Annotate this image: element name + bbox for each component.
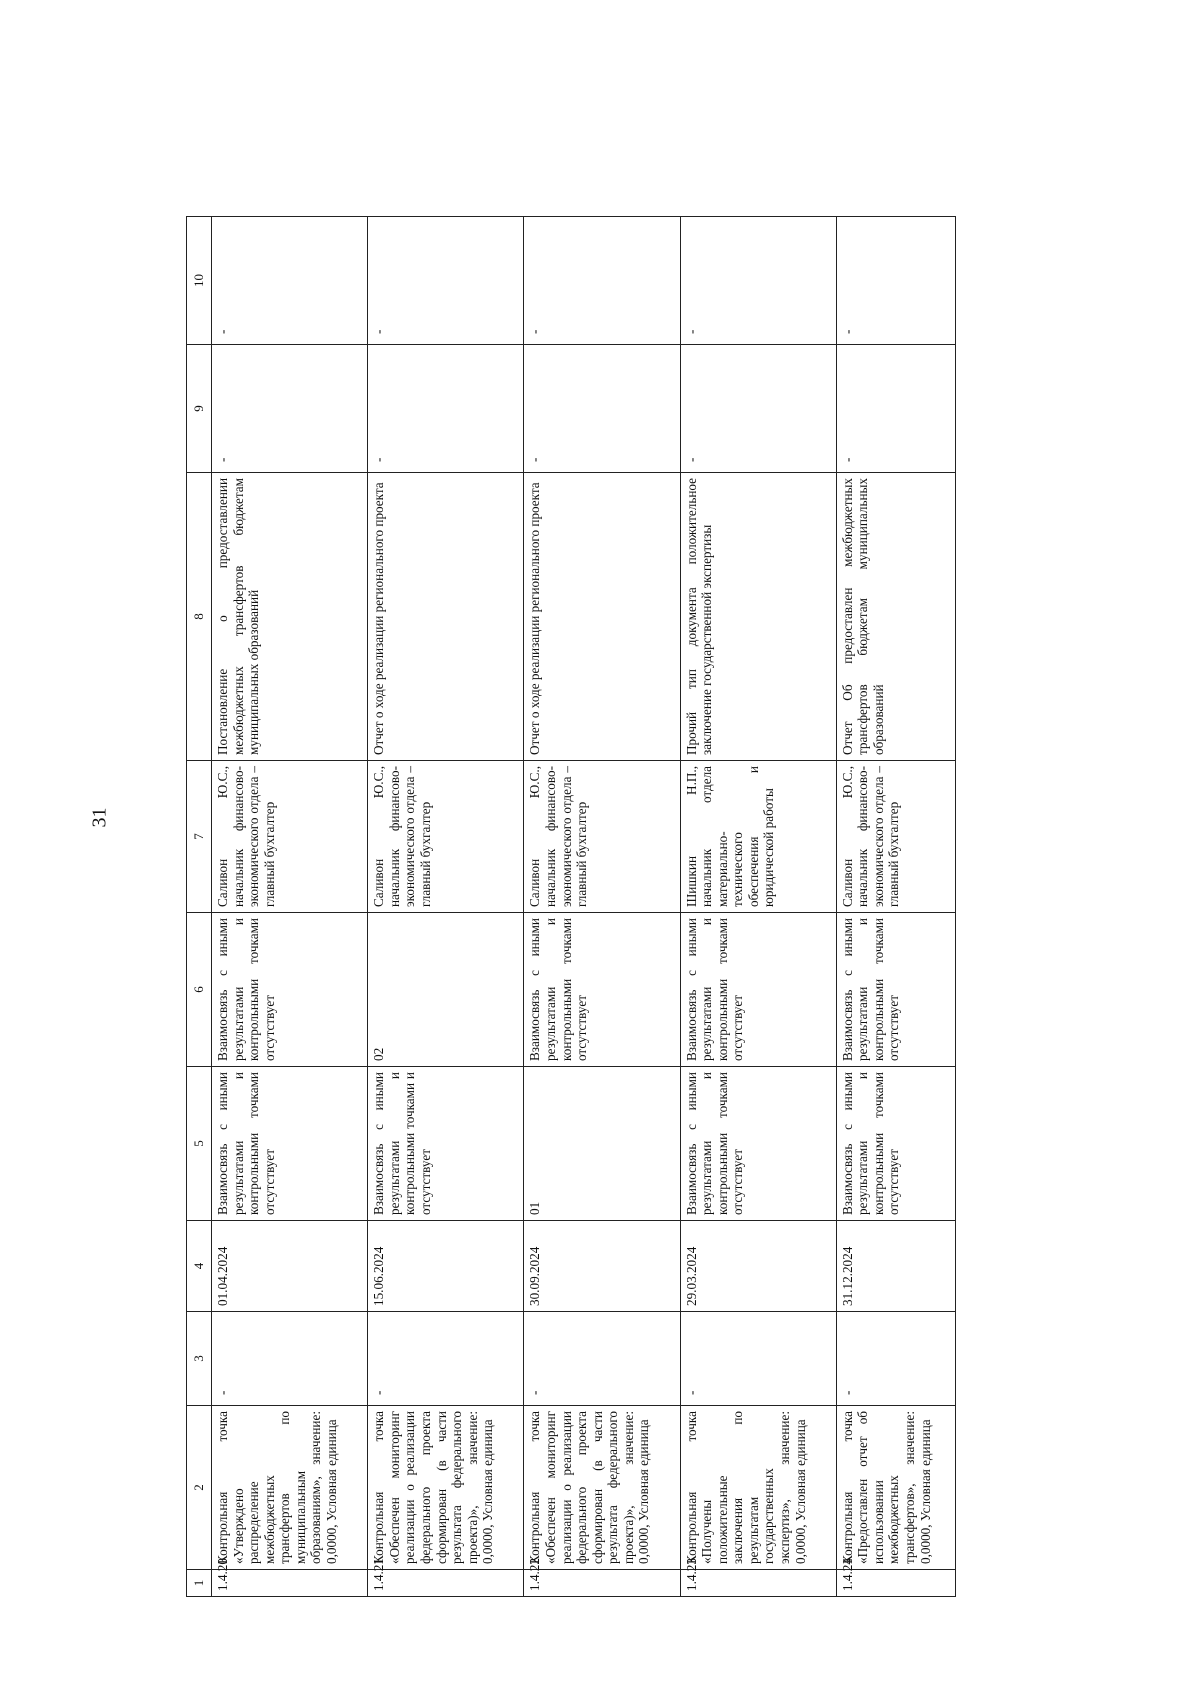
date-value: 31.12.2024 [836,1221,955,1312]
header-col-1: 1 [187,1570,212,1597]
header-col-2: 2 [187,1406,212,1570]
responsible-person: Саливон Ю.С., начальник финансово-экономического отдела – главный бухгалтер [368,761,524,913]
row-number: 1.4.21 [368,1570,524,1597]
document-type: Прочий тип документа положительное заключение государственной экспертизы [680,473,836,761]
header-col-6: 6 [187,913,212,1067]
header-col-5: 5 [187,1067,212,1221]
document-type: Отчет о ходе реализации регионального проекта [524,473,680,761]
rotated-table-wrapper [186,217,956,1597]
responsible-person: Саливон Ю.С., начальник финансово-экономического отдела – главный бухгалтер [212,761,368,913]
col3-value: - [368,1312,524,1406]
col6-value: Взаимосвязь с иными результатами и контрольными точками отсутствует [524,913,680,1067]
date-value: 01.04.2024 [212,1221,368,1312]
header-col-7: 7 [187,761,212,913]
control-point-name: Контрольная точка «Обеспечен мониторинг реализации о реализации федерального проекта сформирован (в части результата федерального проекта)», значение: 0,0000, Условная единица [368,1406,524,1570]
col3-value: - [836,1312,955,1406]
col5-value: 01 [524,1067,680,1221]
control-point-name: Контрольная точка «Предоставлен отчет об использовании межбюджетных трансфертов», значение: 0,0000, Условная единица [836,1406,955,1570]
row-number: 1.4.24 [836,1570,955,1597]
header-col-8: 8 [187,473,212,761]
col10-value: - [680,217,836,345]
row-number: 1.4.23 [680,1570,836,1597]
col5-value: Взаимосвязь с иными результатами и контрольными точками отсутствует [680,1067,836,1221]
col5-value: Взаимосвязь с иными результатами и контрольными точками и отсутствует [368,1067,524,1221]
col6-value: 02 [368,913,524,1067]
col5-value: Взаимосвязь с иными результатами и контрольными точками отсутствует [212,1067,368,1221]
responsible-person: Саливон Ю.С., начальник финансово-экономического отдела – главный бухгалтер [836,761,955,913]
responsible-person: Саливон Ю.С., начальник финансово-экономического отдела – главный бухгалтер [524,761,680,913]
col6-value: Взаимосвязь с иными результатами и контрольными точками отсутствует [836,913,955,1067]
col6-value: Взаимосвязь с иными результатами и контрольными точками отсутствует [680,913,836,1067]
header-col-3: 3 [187,1312,212,1406]
col9-value: - [524,345,680,473]
col3-value: - [680,1312,836,1406]
control-point-name: Контрольная точка «Обеспечен мониторинг реализации о реализации федерального проекта сформирован (в части результата федерального проекта)», значение: 0,0000, Условная единица [524,1406,680,1570]
header-row [187,217,212,1597]
table-row [836,217,955,1597]
table-row [680,217,836,1597]
document-type: Отчет о ходе реализации регионального проекта [368,473,524,761]
col10-value: - [368,217,524,345]
col10-value: - [836,217,955,345]
header-col-10: 10 [187,217,212,345]
document-type: Постановление о предоставлении межбюджетных трансфертов бюджетам муниципальных образований [212,473,368,761]
responsible-person: Шишкин Н.П., начальник отдела материально-технического обеспечения и юридической работы [680,761,836,913]
header-col-4: 4 [187,1221,212,1312]
table-row [212,217,368,1597]
col9-value: - [836,345,955,473]
control-points-table [186,216,956,1597]
document-type: Отчет Об предоставлен межбюджетных трансфертов бюджетам муниципальных образований [836,473,955,761]
header-col-9: 9 [187,345,212,473]
col10-value: - [524,217,680,345]
date-value: 15.06.2024 [368,1221,524,1312]
col3-value: - [524,1312,680,1406]
page-number: 31 [88,807,111,828]
date-value: 30.09.2024 [524,1221,680,1312]
date-value: 29.03.2024 [680,1221,836,1312]
col9-value: - [680,345,836,473]
col5-value: Взаимосвязь с иными результатами и контрольными точками отсутствует [836,1067,955,1221]
col10-value: - [212,217,368,345]
table-row [368,217,524,1597]
col9-value: - [212,345,368,473]
col6-value: Взаимосвязь с иными результатами и контрольными точками отсутствует [212,913,368,1067]
control-point-name: Контрольная точка «Утверждено распределение межбюджетных трансфертов по муниципальным образованиям», значение: 0,0000, Условная единица [212,1406,368,1570]
col9-value: - [368,345,524,473]
control-point-name: Контрольная точка «Получены положительные заключения по результатам государственных экспертиз», значение: 0,0000, Условная единица [680,1406,836,1570]
table-row [524,217,680,1597]
row-number: 1.4.22 [524,1570,680,1597]
col3-value: - [212,1312,368,1406]
row-number: 1.4.20 [212,1570,368,1597]
